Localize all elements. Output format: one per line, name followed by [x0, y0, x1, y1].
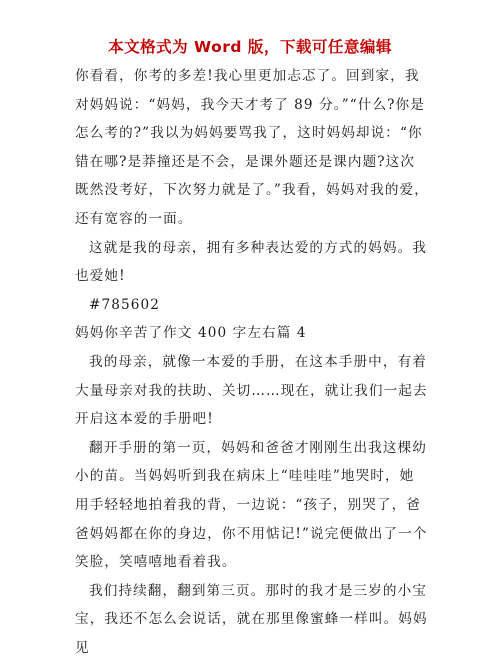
essay-heading: 妈妈你辛苦了作文 400 字左右篇 4 [75, 325, 307, 342]
reference-number: #785602 [89, 296, 160, 313]
body-paragraph: 我的母亲，就像一本爱的手册，在这本手册中，有着大量母亲对我的扶助、关切……现在，就让我们一起去开启这本爱的手册吧! [75, 353, 428, 428]
body-paragraph: 我们持续翻，翻到第三页。那时的我才是三岁的小宝宝，我还不怎么会说话，就在那里像蜜蜂一样叫。妈妈见 [75, 582, 428, 656]
body-paragraph: 这就是我的母亲，拥有多种表达爱的方式的妈妈。我也爱她! [75, 239, 427, 285]
page-banner-title: 本文格式为 Word 版，下载可任意编辑 [108, 38, 392, 56]
body-paragraph: 你看看，你考的多差!我心里更加忐忑了。回到家，我对妈妈说：“妈妈，我今天才考了 89 分。”“什么?你是怎么考的?”我以为妈妈要骂我了，这时妈妈却说：“你错在哪?是莽撞还是不会，是课外题还是课内题?这次既然没考好，下次努力就是了。”我看，妈妈对我的爱，还有宽容的一面。 [75, 68, 429, 227]
body-paragraph: 翻开手册的第一页，妈妈和爸爸才刚刚生出我这棵幼小的苗。当妈妈听到我在病床上“哇哇哇”地哭时，她用手轻轻地拍着我的背，一边说：“孩子，别哭了，爸爸妈妈都在你的身边，你不用惦记!”说完便做出了一个笑脸，笑嘻嘻地看着我。 [75, 439, 428, 571]
document-body [75, 62, 429, 662]
